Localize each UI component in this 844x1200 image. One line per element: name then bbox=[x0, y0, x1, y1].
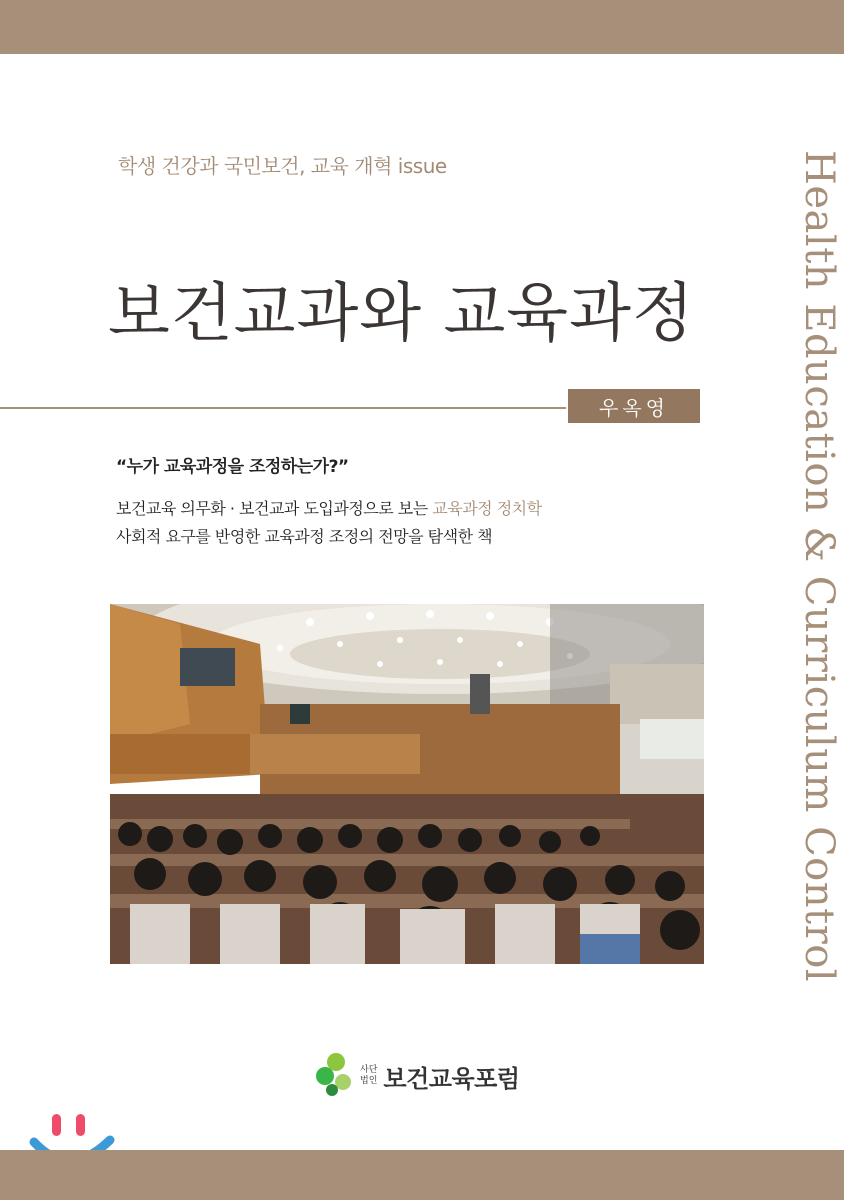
divider-line bbox=[0, 407, 566, 409]
tagline-quote: “누가 교육과정을 조정하는가?” bbox=[116, 457, 349, 477]
description-line-1-text: 보건교육 의무화 · 보건교과 도입과정으로 보는 bbox=[116, 499, 433, 518]
bottom-band bbox=[0, 1150, 844, 1200]
description-line-1 bbox=[116, 496, 542, 519]
description-highlight: 교육과정 정치학 bbox=[432, 499, 542, 518]
auditorium-photo bbox=[110, 604, 704, 964]
publisher-type-top: 사단 bbox=[360, 1065, 378, 1075]
description-line-2: 사회적 요구를 반영한 교육과정 조정의 전망을 탐색한 책 bbox=[116, 527, 493, 546]
publisher-type bbox=[360, 1065, 377, 1087]
top-band bbox=[0, 0, 844, 54]
book-title: 보건교과와 교육과정 bbox=[108, 277, 695, 351]
book-subtitle: 학생 건강과 국민보건, 교육 개혁 issue bbox=[118, 154, 447, 178]
publisher-type-bottom: 법인 bbox=[360, 1076, 378, 1086]
publisher-name: 보건교육포럼 bbox=[383, 1064, 520, 1093]
author-label: 우옥영 bbox=[568, 389, 700, 423]
clover-leaf-icon bbox=[316, 1052, 354, 1100]
english-title-vertical: Health Education & Curriculum Control bbox=[796, 150, 842, 983]
publisher-logo bbox=[316, 1050, 520, 1102]
